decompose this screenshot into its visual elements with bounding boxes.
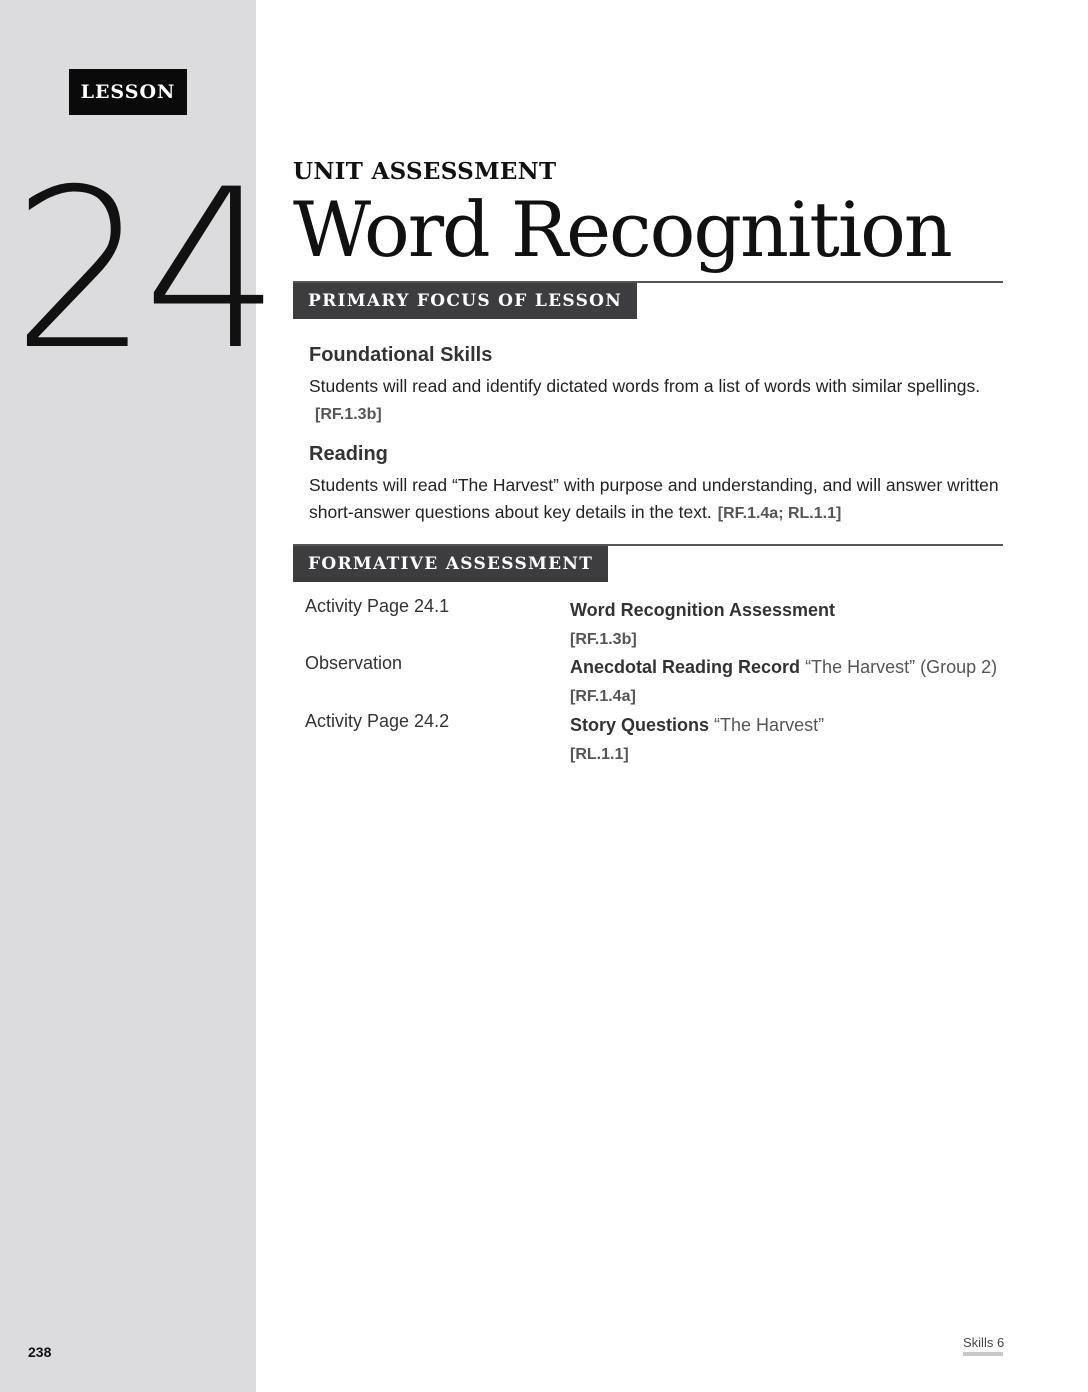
assessment-detail <box>570 596 1000 654</box>
page-number: 238 <box>28 1344 52 1360</box>
focus-description: Students will read and identify dictated words from a list of words with similar spellings. <box>309 376 981 396</box>
assessment-detail <box>570 653 1000 711</box>
unit-kicker: UNIT ASSESSMENT <box>293 158 557 185</box>
focus-text <box>309 472 999 527</box>
standard-code: [RF.1.4a; RL.1.1] <box>717 505 842 522</box>
lesson-number: 24 <box>12 142 275 398</box>
focus-item <box>309 344 999 428</box>
footer-bar <box>963 1352 1003 1356</box>
focus-description: Students will read “The Harvest” with purpose and understanding, and will answer written short-answer questions about key details in the text. <box>309 475 999 522</box>
footer-series: Skills 6 <box>963 1335 1005 1350</box>
assessment-extra: “The Harvest” (Group 2) <box>805 657 998 677</box>
focus-text <box>309 373 999 428</box>
primary-focus-label: PRIMARY FOCUS OF LESSON <box>293 283 637 319</box>
standard-code: [RF.1.4a] <box>570 688 636 705</box>
focus-heading: Reading <box>309 443 388 465</box>
assessment-label: Observation <box>305 653 403 673</box>
assessment-detail <box>570 711 1000 769</box>
assessment-label: Activity Page 24.1 <box>305 596 450 616</box>
page-title: Word Recognition <box>293 185 951 274</box>
assessment-title: Anecdotal Reading Record <box>570 657 801 677</box>
focus-heading: Foundational Skills <box>309 344 493 366</box>
standard-code: [RL.1.1] <box>570 746 629 763</box>
assessment-extra: “The Harvest” <box>714 715 825 735</box>
assessment-label: Activity Page 24.2 <box>305 711 450 731</box>
assessment-title: Word Recognition Assessment <box>570 600 836 620</box>
lesson-tag: LESSON <box>69 69 187 115</box>
focus-item <box>309 443 999 527</box>
assessment-title: Story Questions <box>570 715 710 735</box>
sidebar <box>0 0 275 1392</box>
formative-assessment-label: FORMATIVE ASSESSMENT <box>293 546 608 582</box>
standard-code: [RF.1.3b] <box>570 631 637 648</box>
standard-code: [RF.1.3b] <box>315 406 382 423</box>
